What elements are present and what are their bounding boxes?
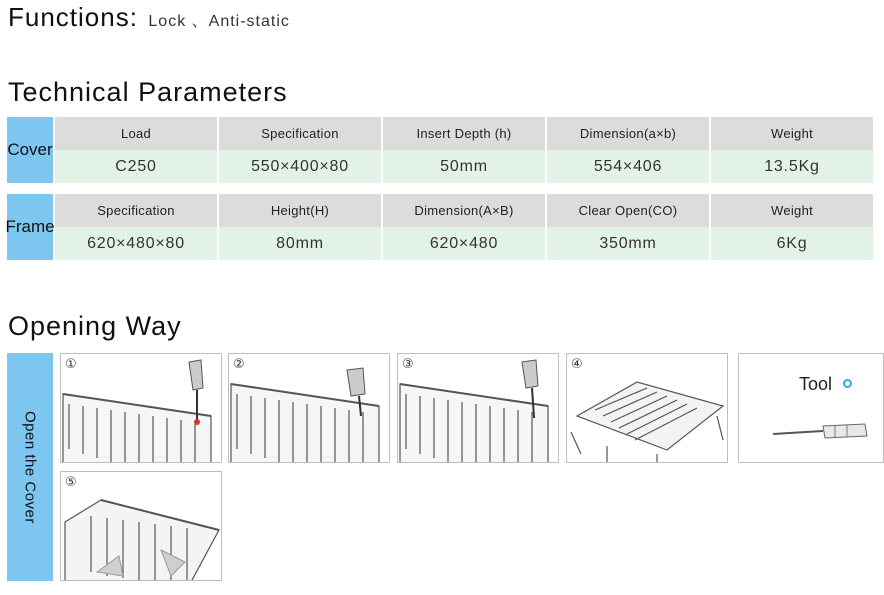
- frame-header: Weight: [711, 194, 873, 227]
- step-number: ②: [233, 356, 245, 371]
- cover-header: Specification: [219, 117, 381, 150]
- opening-step-4: [566, 353, 728, 463]
- step-number: ⑤: [65, 474, 77, 489]
- grate-illustration-icon: [229, 354, 390, 463]
- grate-illustration-icon: [61, 354, 222, 463]
- frame-value: 620×480×80: [55, 227, 217, 260]
- frame-value: 6Kg: [711, 227, 873, 260]
- frame-value: 350mm: [547, 227, 709, 260]
- frame-parameters-table: [7, 194, 873, 260]
- grate-illustration-icon: [61, 472, 222, 581]
- cover-header: Dimension(a×b): [547, 117, 709, 150]
- step-number: ①: [65, 356, 77, 371]
- cover-value: 550×400×80: [219, 150, 381, 183]
- tool-panel: [738, 353, 884, 463]
- tool-label: Tool: [799, 374, 833, 394]
- cover-row-label: Cover: [7, 117, 53, 183]
- grate-illustration-icon: [398, 354, 559, 463]
- opening-step-2: [228, 353, 390, 463]
- cover-header: Insert Depth (h): [383, 117, 545, 150]
- opening-step-1: [60, 353, 222, 463]
- cover-value: C250: [55, 150, 217, 183]
- functions-heading: Functions:: [8, 2, 138, 32]
- cover-value: 554×406: [547, 150, 709, 183]
- frame-header: Clear Open(CO): [547, 194, 709, 227]
- cover-header: Load: [55, 117, 217, 150]
- frame-header: Specification: [55, 194, 217, 227]
- screwdriver-icon: [739, 354, 884, 464]
- frame-value: 80mm: [219, 227, 381, 260]
- opening-step-5: [60, 471, 222, 581]
- cover-parameters-table: [7, 117, 873, 183]
- opening-way-title: Opening Way: [8, 311, 182, 341]
- cover-header: Weight: [711, 117, 873, 150]
- frame-header: Dimension(A×B): [383, 194, 545, 227]
- step-number: ③: [402, 356, 414, 371]
- grate-illustration-icon: [567, 354, 728, 463]
- open-the-cover-label: Open the Cover: [7, 353, 53, 581]
- frame-row-label: Frame: [7, 194, 53, 260]
- step-number: ④: [571, 356, 583, 371]
- functions-value: Lock 、Anti-static: [148, 13, 290, 30]
- frame-header: Height(H): [219, 194, 381, 227]
- cover-value: 13.5Kg: [711, 150, 873, 183]
- cover-value: 50mm: [383, 150, 545, 183]
- opening-step-3: [397, 353, 559, 463]
- frame-value: 620×480: [383, 227, 545, 260]
- technical-parameters-title: Technical Parameters: [8, 77, 288, 107]
- functions-line: [8, 2, 290, 33]
